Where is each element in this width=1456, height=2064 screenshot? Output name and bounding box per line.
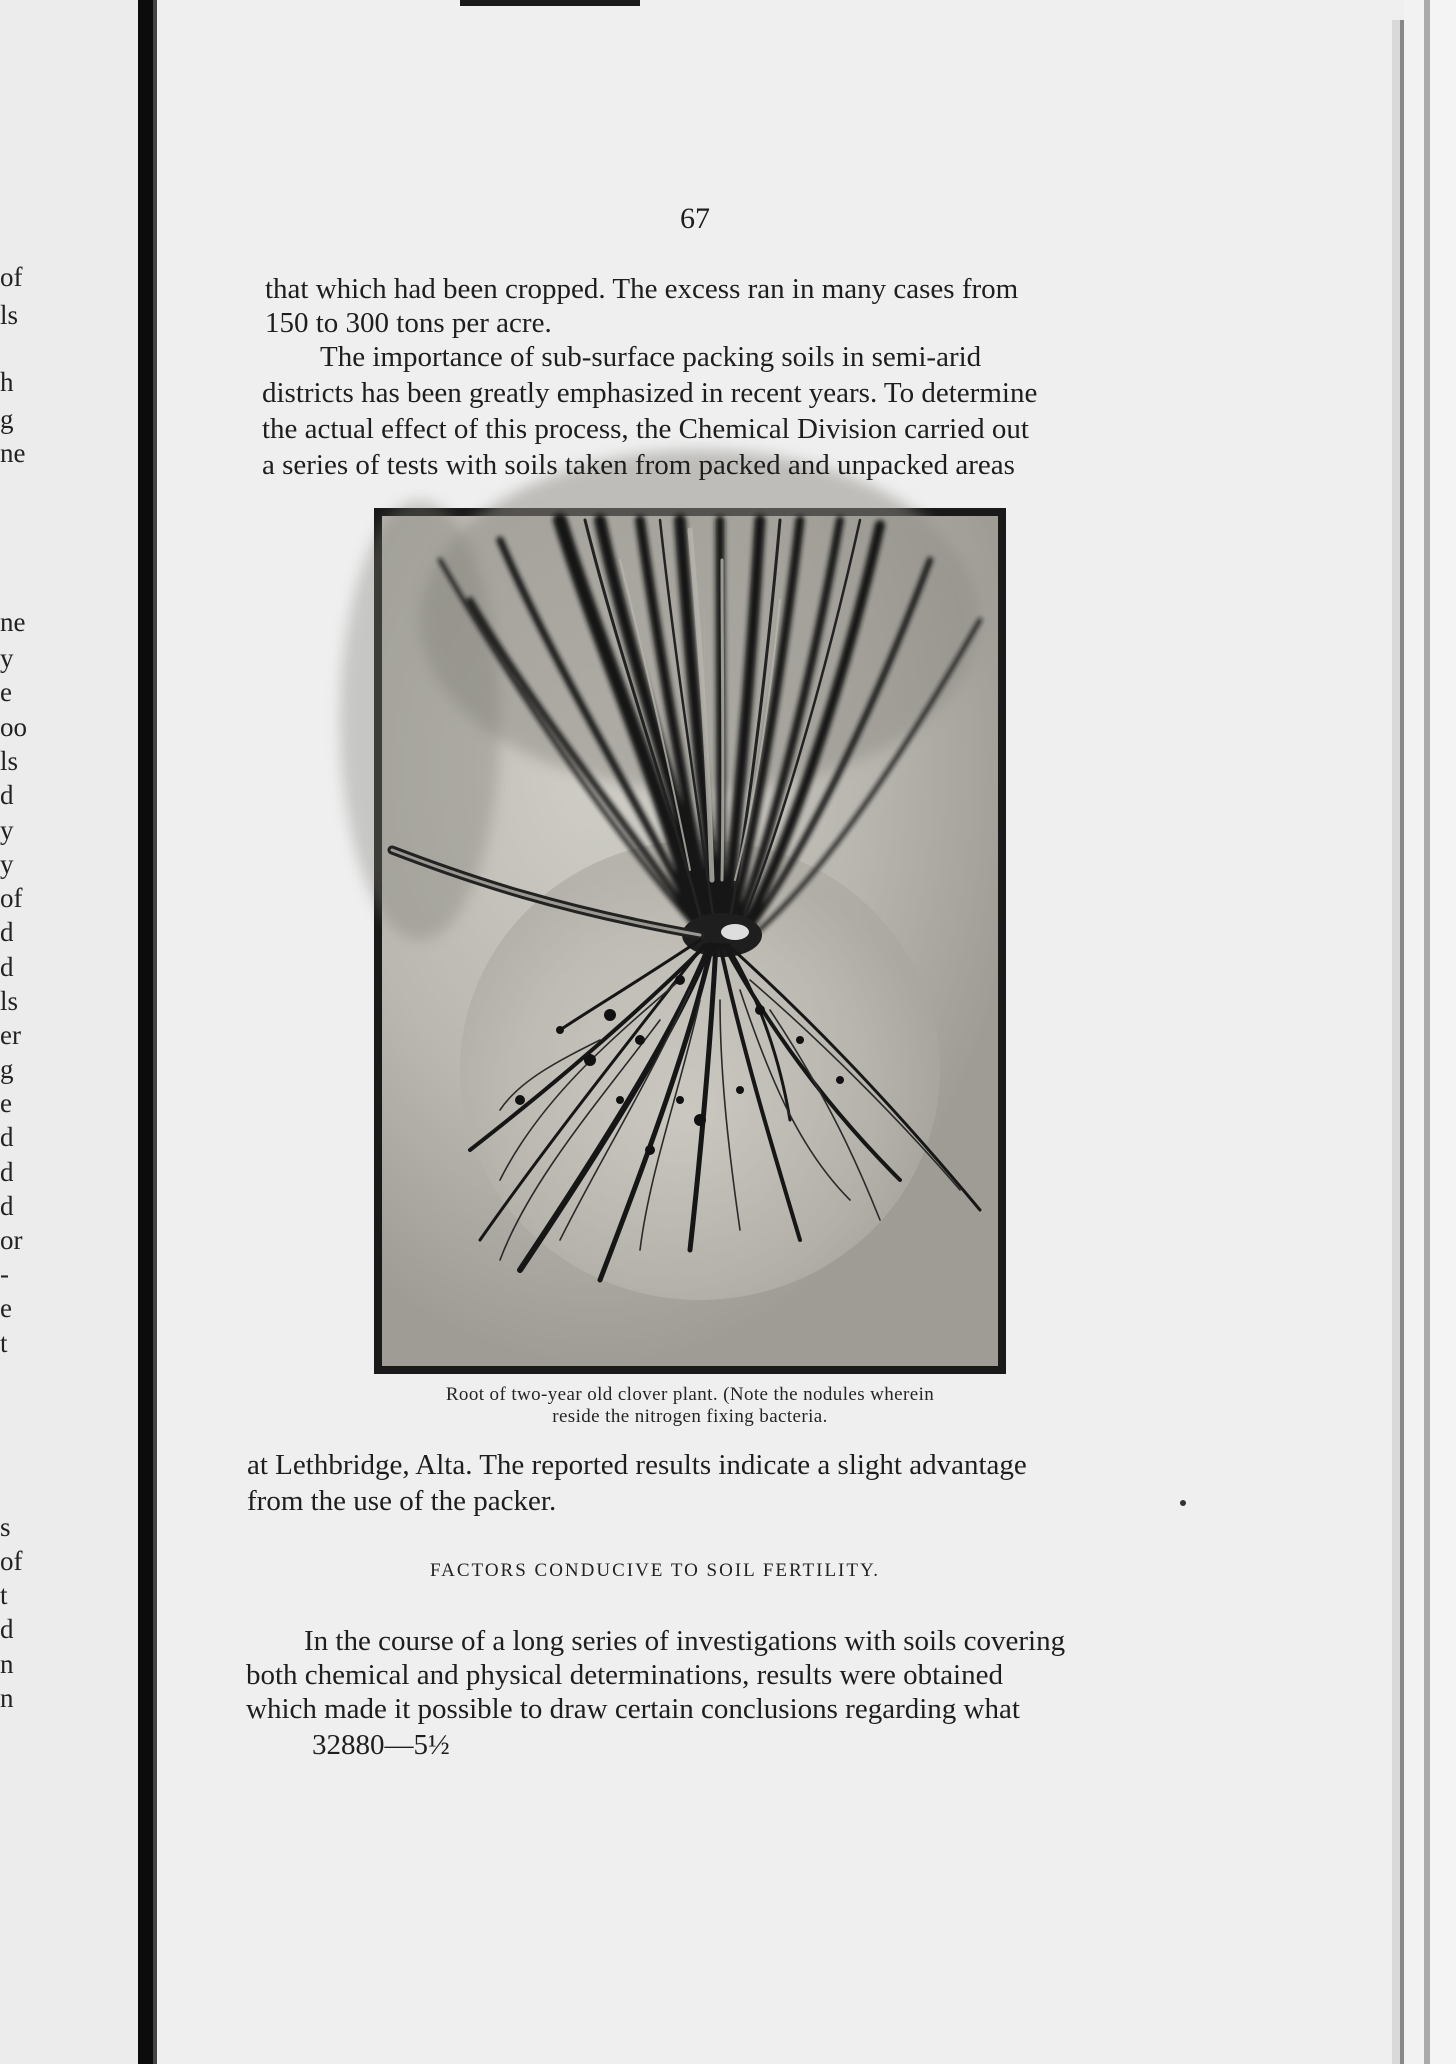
figure-caption-line-1: Root of two-year old clover plant. (Note the nodules wherein: [445, 1384, 935, 1405]
fragment: g: [0, 1054, 14, 1084]
fragment: n: [0, 1649, 14, 1679]
fragment: e: [0, 1088, 12, 1118]
fragment: h: [0, 367, 14, 397]
paragraph-2-line-1: The importance of sub-surface packing soils in semi-arid: [320, 341, 982, 373]
paragraph-2-line-3: the actual effect of this process, the Chemical Division carried out: [262, 413, 1029, 445]
facing-page: [0, 0, 142, 2064]
section-heading: FACTORS CONDUCIVE TO SOIL FERTILITY.: [430, 1560, 881, 1581]
fragment: y: [0, 849, 14, 879]
fragment: n: [0, 1683, 14, 1713]
fragment: d: [0, 780, 14, 810]
paragraph-4-line-2: both chemical and physical determinations, results were obtained: [246, 1659, 1003, 1691]
fragment: d: [0, 1614, 14, 1644]
fragment: e: [0, 677, 12, 707]
fragment: d: [0, 1157, 14, 1187]
fragment: ne: [0, 438, 26, 468]
fragment: ne: [0, 607, 26, 637]
fragment: t: [0, 1580, 8, 1610]
fragment: e: [0, 1293, 12, 1323]
fragment: d: [0, 1191, 14, 1221]
paragraph-2-line-2: districts has been greatly emphasized in recent years. To determine: [262, 377, 1038, 409]
fragment: ls: [0, 746, 19, 776]
figure-caption-line-2: reside the nitrogen fixing bacteria.: [552, 1406, 828, 1427]
paragraph-4-line-1: In the course of a long series of investigations with soils covering: [304, 1625, 1066, 1657]
fragment: d: [0, 1122, 14, 1152]
fragment: y: [0, 643, 14, 673]
fragment: or: [0, 1225, 23, 1255]
paragraph-2-line-4: a series of tests with soils taken from packed and unpacked areas: [262, 449, 1015, 481]
paragraph-3-line-1: at Lethbridge, Alta. The reported results indicate a slight advantage: [247, 1449, 1027, 1481]
fragment: y: [0, 815, 14, 845]
fragment: -: [0, 1259, 9, 1289]
fragment: d: [0, 917, 14, 947]
paragraph-4-line-3: which made it possible to draw certain conclusions regarding what: [246, 1693, 1020, 1725]
printer-signature: 32880—5½: [312, 1729, 450, 1761]
fragment: s: [0, 1512, 11, 1542]
fragment: d: [0, 952, 14, 982]
page-number: 67: [680, 202, 710, 235]
fragment: of: [0, 883, 23, 913]
paragraph-1-line-2: 150 to 300 tons per acre.: [265, 307, 552, 339]
fragment: oo: [0, 712, 27, 742]
fragment: ls: [0, 300, 19, 330]
paragraph-3-line-2: from the use of the packer.: [247, 1485, 557, 1517]
fragment: t: [0, 1328, 8, 1358]
fragment: of: [0, 1546, 23, 1576]
margin-speck: [1180, 1500, 1186, 1506]
paragraph-1-line-1: that which had been cropped. The excess ran in many cases from: [265, 273, 1019, 305]
fragment: er: [0, 1020, 21, 1050]
fragment: of: [0, 262, 23, 292]
fragment: g: [0, 404, 14, 434]
clover-root-photograph: [340, 450, 1006, 1374]
fragment: ls: [0, 986, 19, 1016]
